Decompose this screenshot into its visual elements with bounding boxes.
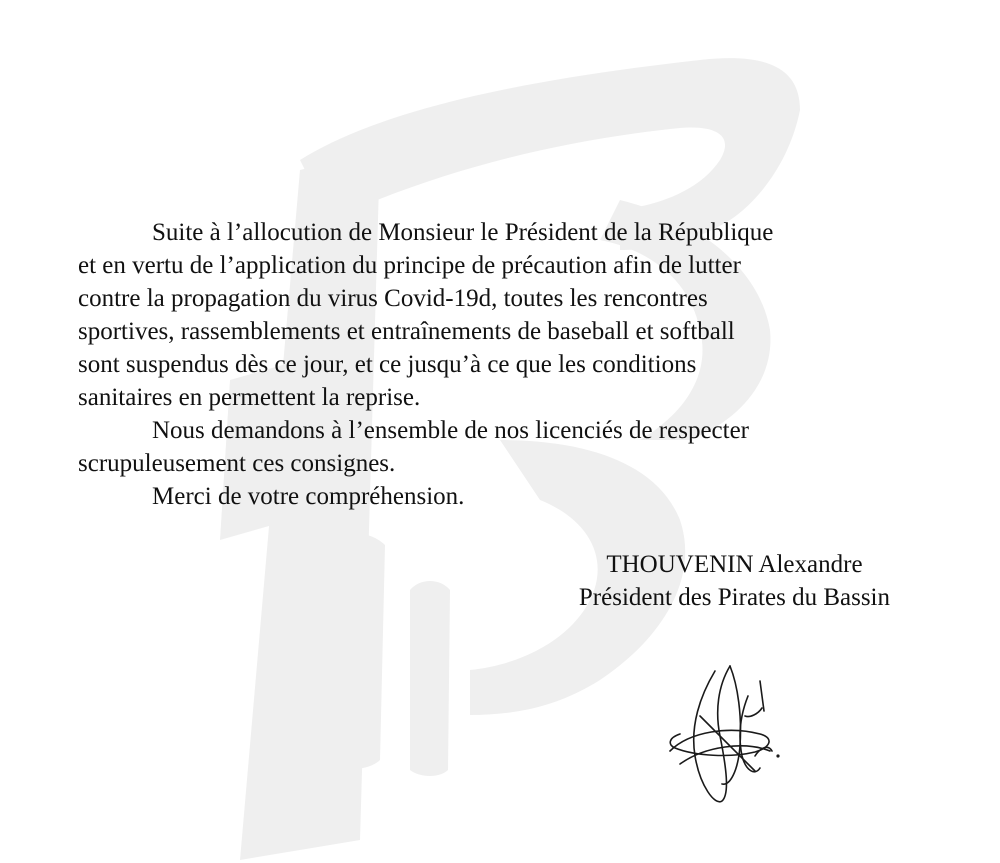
text-line: scrupuleusement ces consignes. <box>78 450 396 477</box>
text-line: Nous demandons à l’ensemble de nos licenciés de respecter <box>152 417 750 444</box>
text-line: sont suspendus dès ce jour, et ce jusqu’à ce que les conditions <box>78 351 697 378</box>
text-line: Merci de votre compréhension. <box>152 483 465 510</box>
letter-body <box>78 216 938 513</box>
text-line: contre la propagation du virus Covid-19d, toutes les rencontres <box>78 285 708 312</box>
handwritten-signature <box>660 656 790 816</box>
signatory-name: THOUVENIN Alexandre <box>606 551 863 578</box>
text-line: sanitaires en permettent la reprise. <box>78 384 421 411</box>
paragraph-request <box>78 414 938 480</box>
text-line: Suite à l’allocution de Monsieur le Président de la République <box>152 219 774 246</box>
paragraph-thanks <box>78 480 938 513</box>
text-line: sportives, rassemblements et entraînements de baseball et softball <box>78 318 735 345</box>
text-line: et en vertu de l’application du principe de précaution afin de lutter <box>78 252 741 279</box>
signature-block <box>579 548 890 614</box>
paragraph-announcement <box>78 216 938 414</box>
signatory-role: Président des Pirates du Bassin <box>578 584 890 611</box>
